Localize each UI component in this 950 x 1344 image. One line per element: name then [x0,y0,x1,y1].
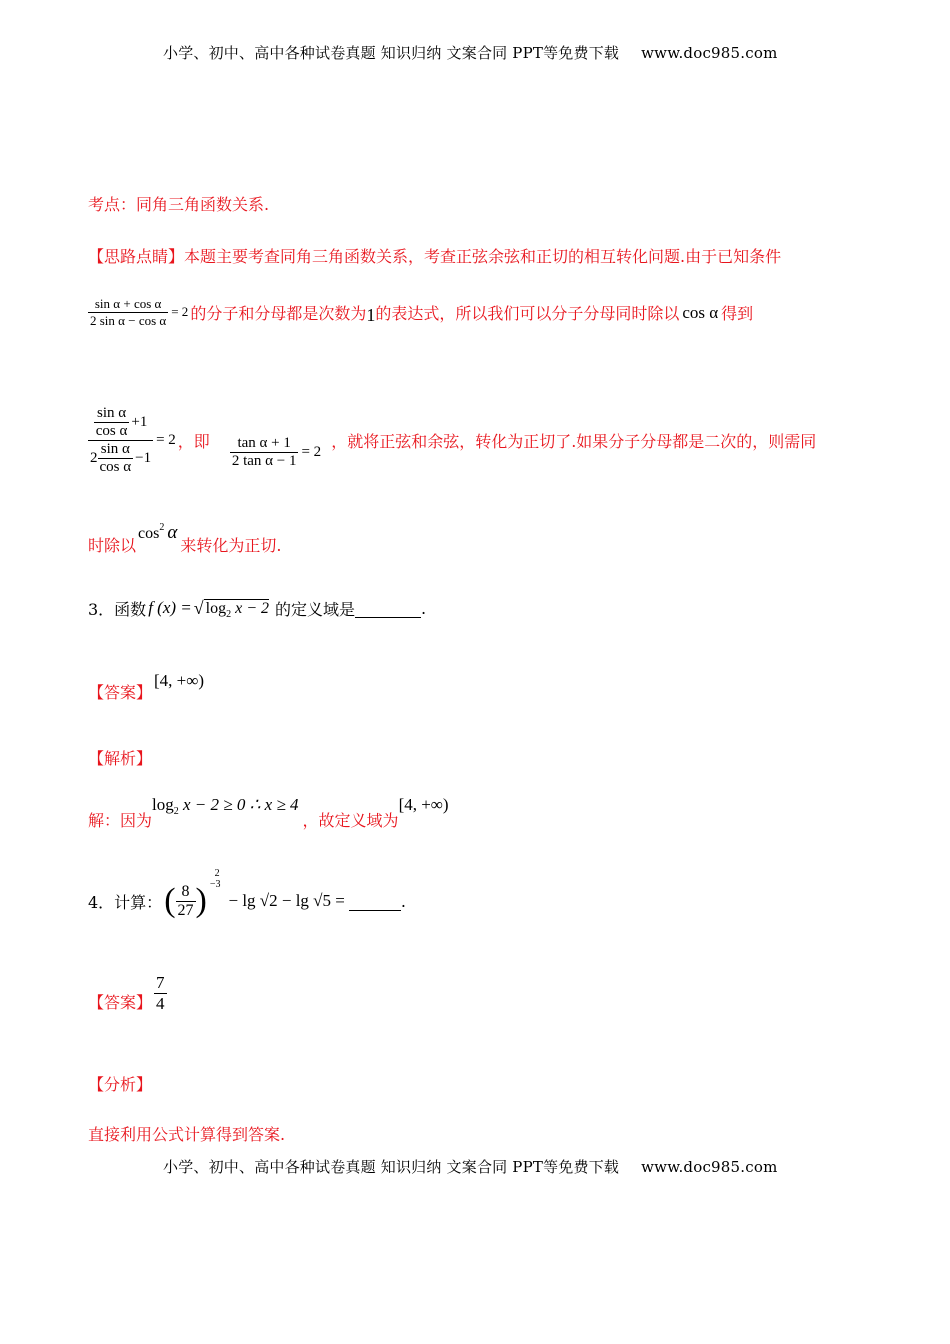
complex-fraction: $\frac{\text{sin α}}{\text{cos α}}$ +1 2 $\frac{\text{sin α}}{\text{cos α}}$ −1 [90,404,152,475]
page-footer [163,1156,778,1177]
silu-line3: $\frac{\text{sin α}}{\text{cos α}}$ +1 2 $\frac{\text{sin α}}{\text{cos α}}$ −1 = 2 ，即 $\frac{\text{tan α + 1}}{\text{2 tan α − 1}}$ = 2 ，就将正弦和余弦，转化为正切了.如果分子分母都是二次的，则需同 [90,404,817,475]
q4-fraction: $\frac{8}{27}$ [177,882,194,919]
q4-exponent: 2 −3 [209,868,221,890]
q4-blank [349,891,401,911]
footer-url[interactable]: www.doc985.com [641,1158,778,1176]
q4-answer-fraction: $\frac{7}{4}$ [156,972,165,1013]
header-text: 小学、初中、高中各种试卷真题 知识归纳 文案合同 PPT等免费下载 [163,44,620,62]
page-header [163,42,778,63]
footer-text: 小学、初中、高中各种试卷真题 知识归纳 文案合同 PPT等免费下载 [163,1158,620,1176]
q3-jiexi-label: 【解析】 [88,749,153,768]
q4-fenxi-text: 直接利用公式计算得到答案. [88,1125,286,1144]
silu-line4: 时除以 $\cos^2 \alpha$ 来转化为正切. [88,522,282,555]
question-4: 4．计算： ( $\frac{8}{27}$ ) 2 −3 − lg √2 − lg √5 = . [88,868,406,919]
condition-fraction: $\frac{\text{sin α + cos α}}{\text{2 sin α − cos α}}$ [90,295,167,328]
q4-fenxi-label: 【分析】 [88,1075,153,1094]
kaodian-line: 考点：同角三角函数关系. [88,195,270,214]
question-3: 3．函数 f (x) = √ $\log_2 x - 2$ 的定义域是 . [88,597,427,620]
silu-line2: $\frac{\text{sin α + cos α}}{\text{2 sin α − cos α}}$ = 2 的分子和分母都是次数为 1 的表达式，所以我们可以分子分母同时除以 cos α 得到 [90,295,754,328]
q3-blank [355,598,421,618]
q4-answer: 【答案】 $\frac{7}{4}$ [88,972,165,1013]
q3-answer: 【答案】[4, +∞) [88,671,205,702]
tan-fraction: $\frac{\text{tan α + 1}}{\text{2 tan α − 1}}$ [231,434,297,469]
sqrt-expression: $\log_2 x - 2$ [205,599,269,620]
q3-solution: 解：因为$\log_2 x - 2 \ge 0$ ∴ x ≥ 4，故定义域为[4, +∞) [88,795,449,830]
header-url[interactable]: www.doc985.com [641,44,778,62]
silu-line1: 【思路点睛】本题主要考查同角三角函数关系，考查正弦余弦和正切的相互转化问题.由于已知条件 [88,247,782,266]
